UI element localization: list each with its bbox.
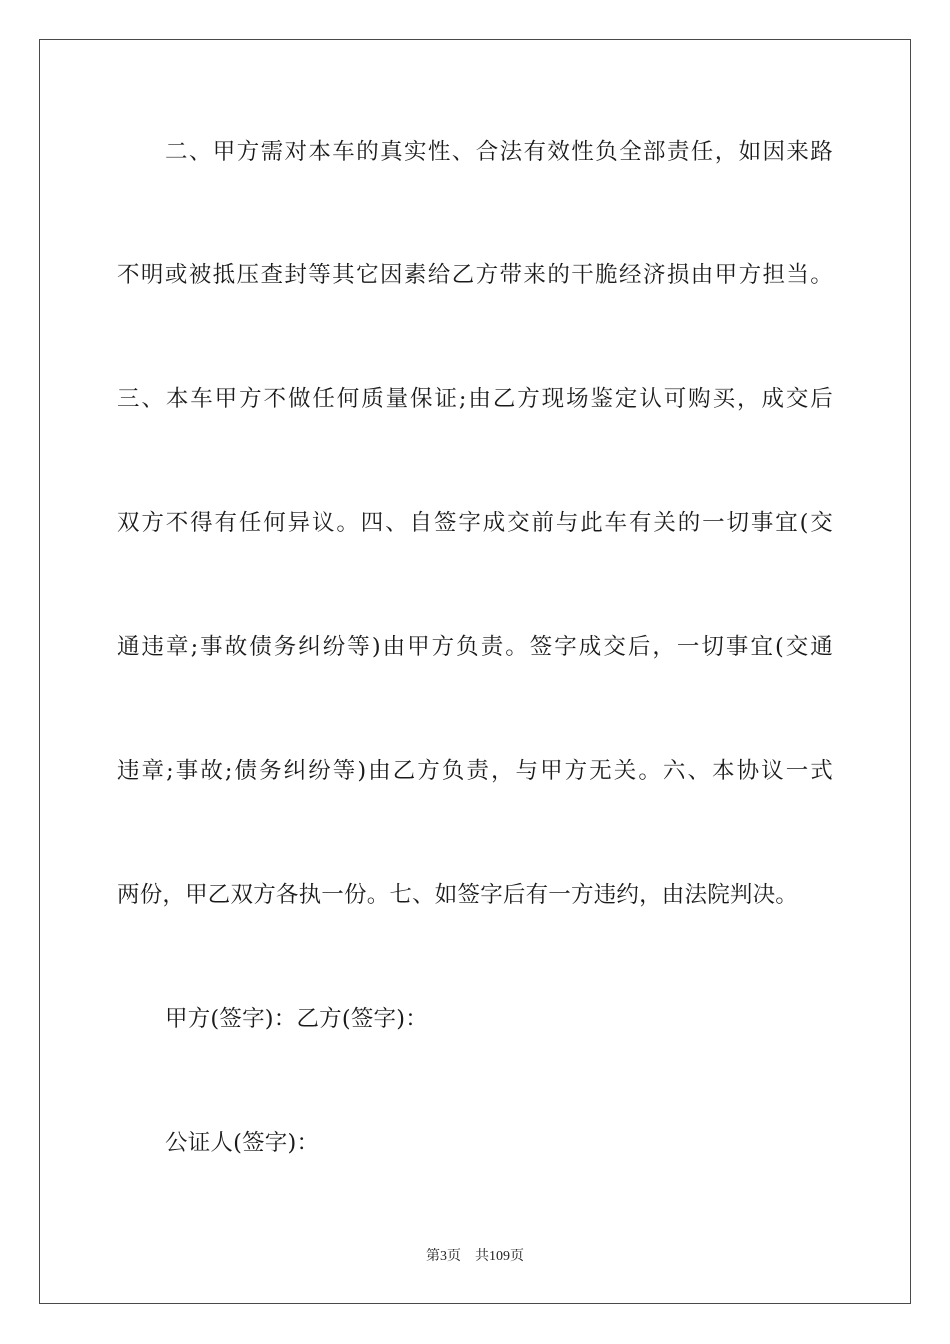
paragraph-line-1: 二、甲方需对本车的真实性、合法有效性负全部责任，如因来路 (165, 139, 833, 165)
page-number-current: 第3页 (426, 1249, 461, 1264)
paragraph-line-6: 违章;事故;债务纠纷等)由乙方负责，与甲方无关。六、本协议一式 (117, 758, 833, 784)
paragraph-line-7: 两份，甲乙双方各执一份。七、如签字后有一方违约，由法院判决。 (117, 882, 799, 908)
page-number-total: 共109页 (475, 1249, 524, 1264)
page-footer (0, 1247, 950, 1267)
page-border (39, 39, 911, 1304)
paragraph-line-3: 三、本车甲方不做任何质量保证;由乙方现场鉴定认可购买，成交后 (117, 386, 833, 412)
signature-parties-line: 甲方(签字)：乙方(签字)： (165, 1006, 428, 1032)
notary-signature-line: 公证人(签字)： (165, 1130, 320, 1156)
paragraph-line-4: 双方不得有任何异议。四、自签字成交前与此车有关的一切事宜(交 (117, 510, 833, 536)
paragraph-line-2: 不明或被抵压查封等其它因素给乙方带来的干脆经济损由甲方担当。 (117, 262, 833, 288)
paragraph-line-5: 通违章;事故债务纠纷等)由甲方负责。签字成交后，一切事宜(交通 (117, 634, 833, 660)
